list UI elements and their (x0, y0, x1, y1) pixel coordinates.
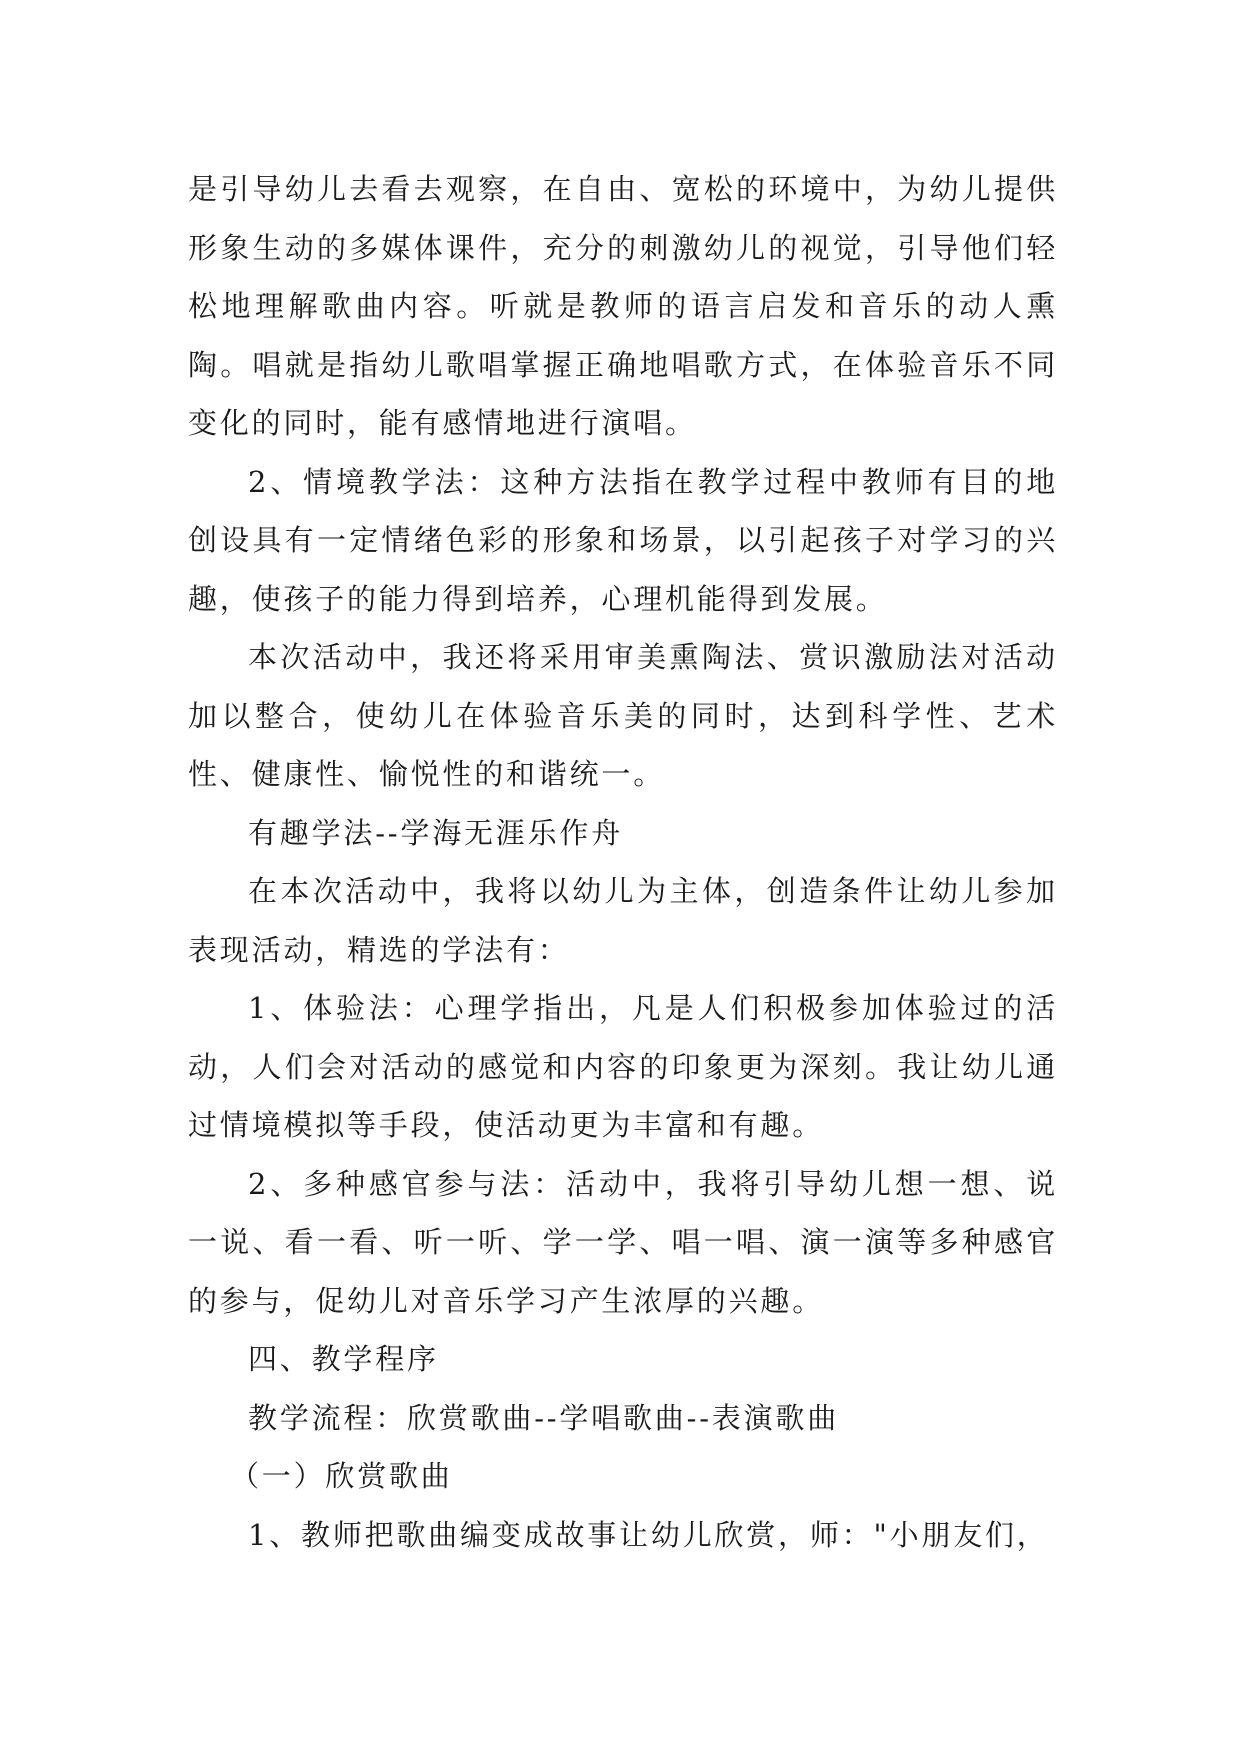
section-heading-learning-methods: 有趣学法--学海无涯乐作舟 (248, 815, 623, 850)
section-heading-teaching-procedure: 四、教学程序 (248, 1342, 439, 1376)
paragraph-continuation: 是引导幼儿去看去观察，在自由、宽松的环境中，为幼儿提供形象生动的多媒体课件，充分的刺激幼儿的视觉，引导他们轻松地理解歌曲内容。听就是教师的语言启发和音乐的动人熏陶。唱就是指幼儿歌唱掌握正确地唱歌方式，在体验音乐不同变化的同时，能有感情地进行演唱。 (188, 172, 1058, 440)
paragraph-situational-teaching: 2、情境教学法：这种方法指在教学过程中教师有目的地创设具有一定情绪色彩的形象和场景，以引起孩子对学习的兴趣，使孩子的能力得到培养，心理机能得到发展。 (188, 464, 1058, 616)
paragraph-experience-method: 1、体验法：心理学指出，凡是人们积极参加体验过的活动，人们会对活动的感觉和内容的印象更为深刻。我让幼儿通过情境模拟等手段，使活动更为丰富和有趣。 (188, 991, 1058, 1142)
document-body (188, 160, 1058, 1564)
paragraph-learning-methods-intro: 在本次活动中，我将以幼儿为主体，创造条件让幼儿参加表现活动，精选的学法有： (188, 874, 1058, 967)
paragraph-teaching-flow: 教学流程：欣赏歌曲--学唱歌曲--表演歌曲 (248, 1400, 839, 1435)
sub-heading-appreciate-song: （一）欣赏歌曲 (230, 1459, 453, 1493)
paragraph-story-appreciation: 1、教师把歌曲编变成故事让幼儿欣赏，师："小朋友们， (248, 1517, 1049, 1552)
paragraph-multi-sensory-method: 2、多种感官参与法：活动中，我将引导幼儿想一想、说一说、看一看、听一听、学一学、唱一唱、演一演等多种感官的参与，促幼儿对音乐学习产生浓厚的兴趣。 (188, 1166, 1058, 1318)
paragraph-activity-integration: 本次活动中，我还将采用审美熏陶法、赏识激励法对活动加以整合，使幼儿在体验音乐美的同时，达到科学性、艺术性、健康性、愉悦性的和谐统一。 (188, 640, 1058, 791)
